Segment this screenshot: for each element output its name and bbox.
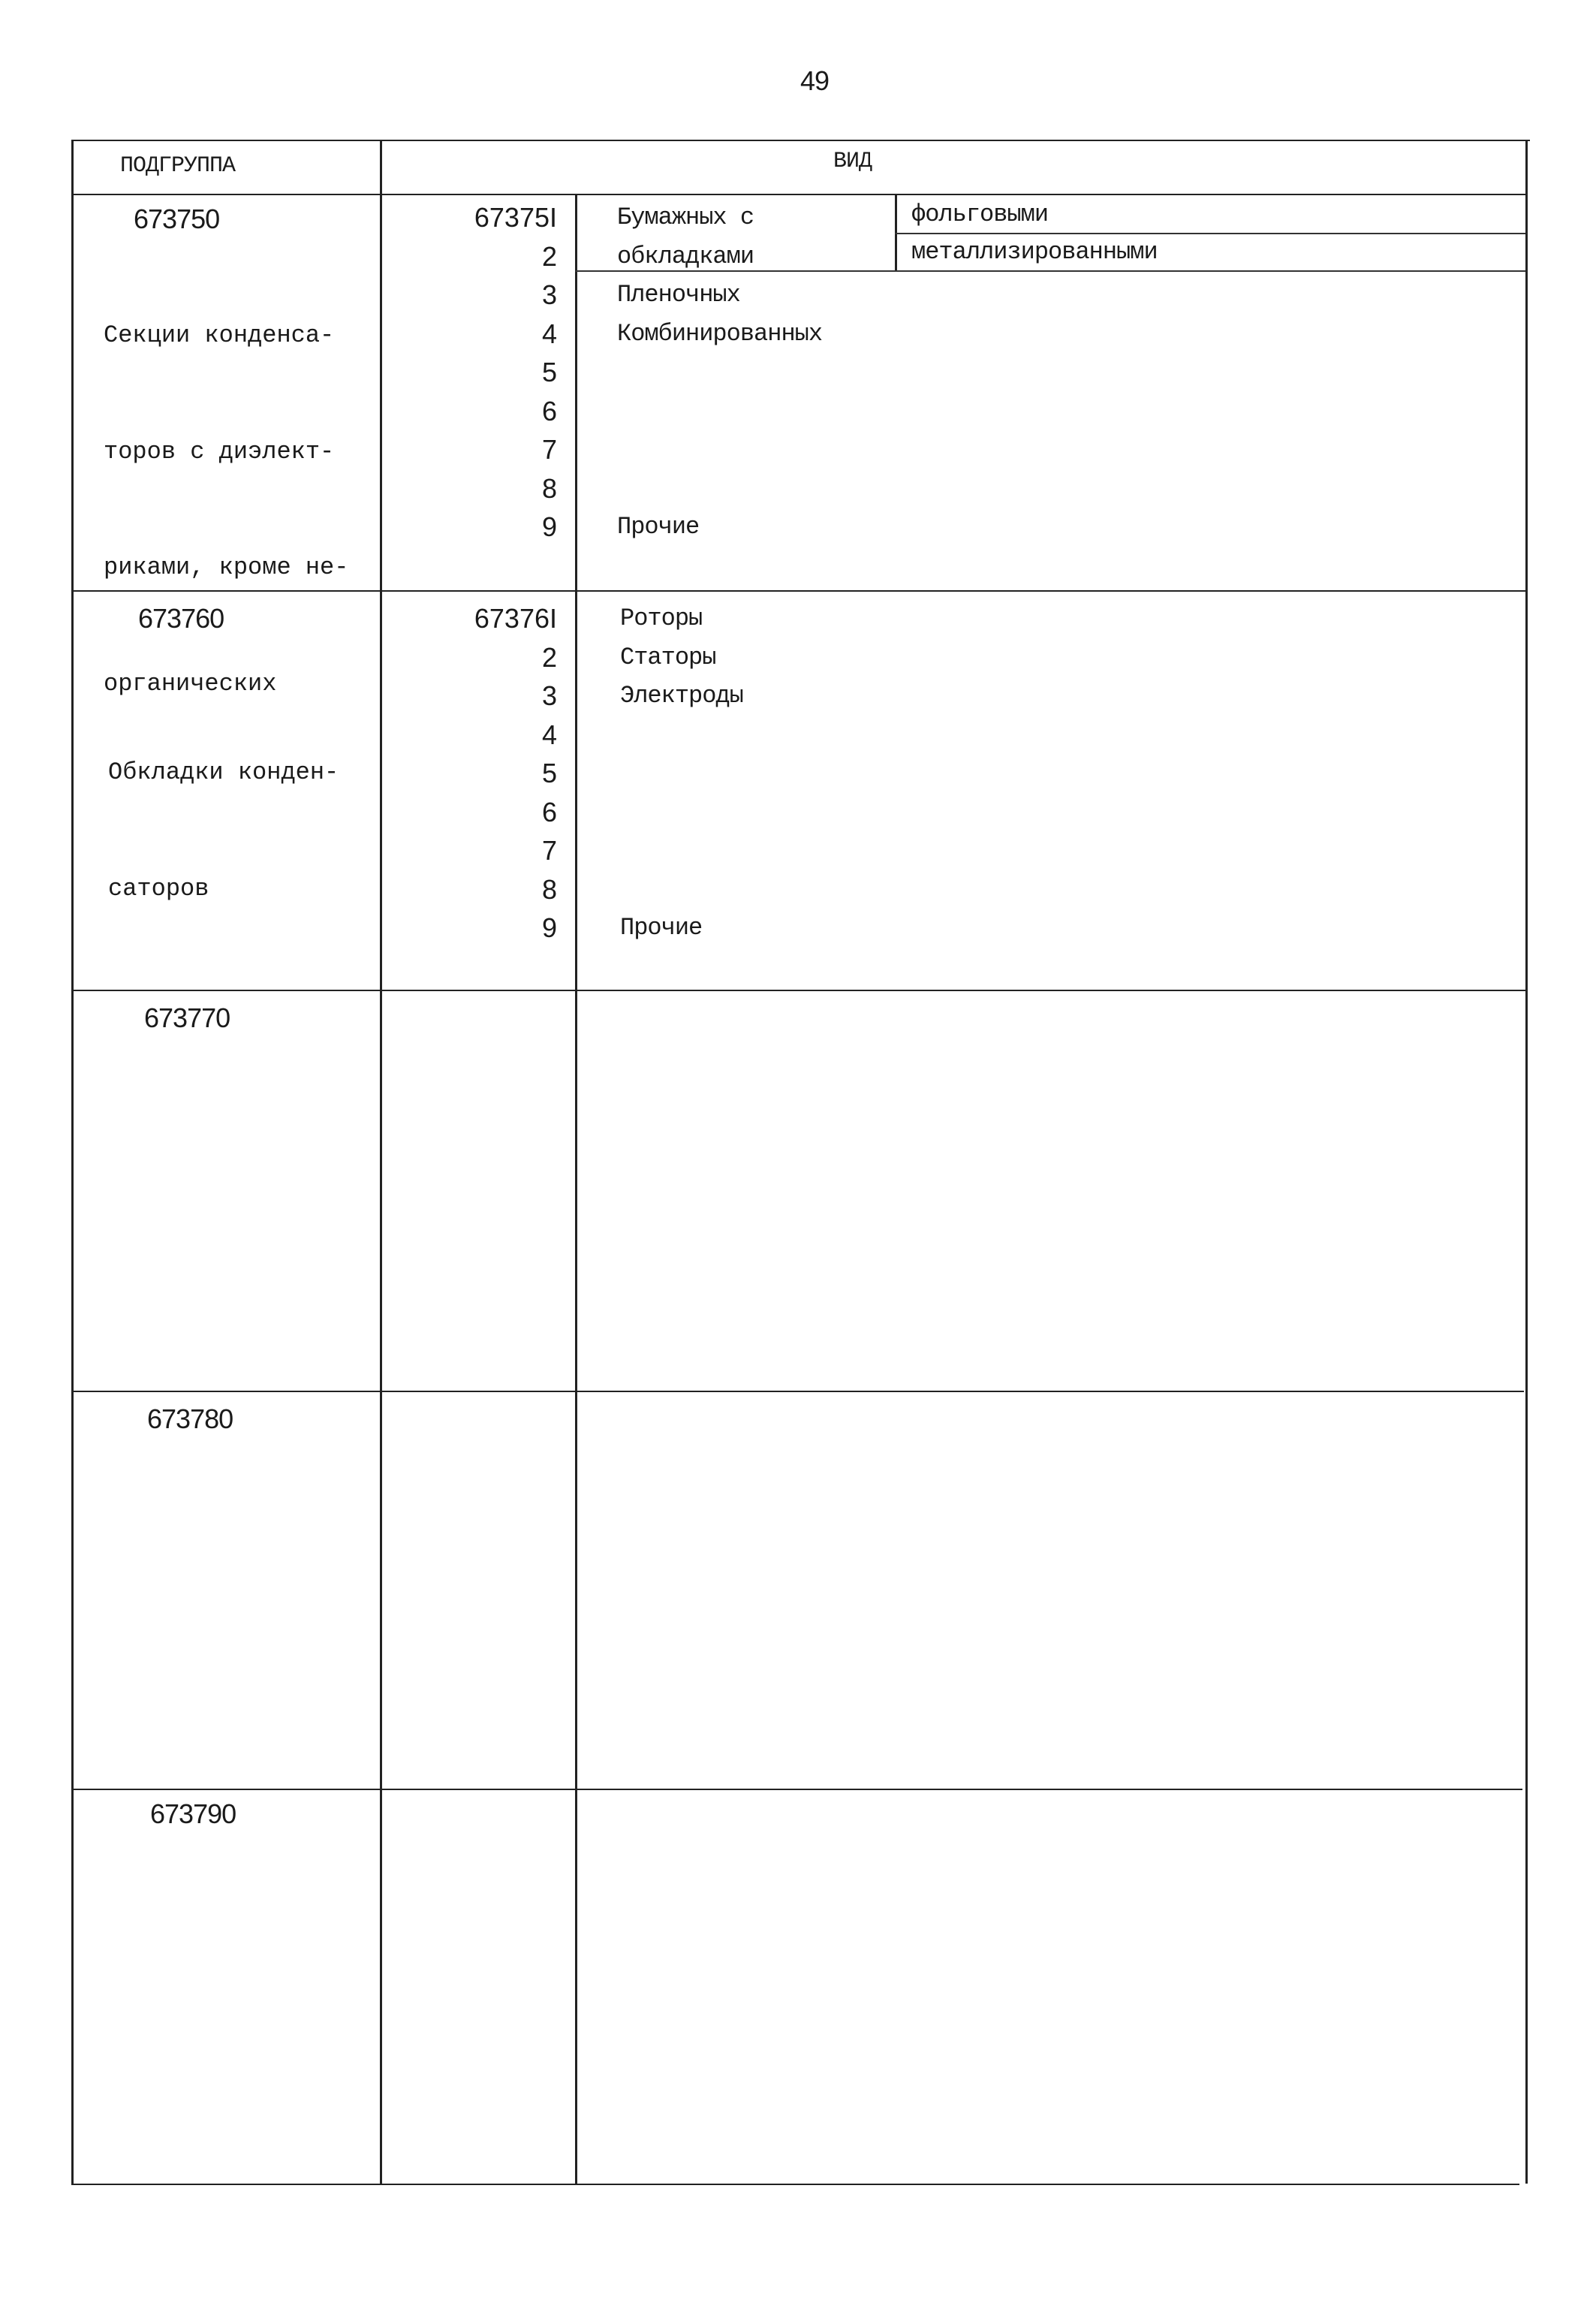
description-line: саторов	[108, 874, 209, 903]
kind-code: 6	[541, 796, 557, 827]
kind-item	[617, 392, 822, 431]
kind-code: 3	[541, 279, 557, 310]
subkind-item: металлизированными	[911, 238, 1158, 266]
subgroup-code: 673770	[144, 1002, 230, 1033]
kind-item: Пленочных	[617, 281, 740, 309]
description-line: Секции конденса-	[104, 321, 335, 349]
subgroup-code: 673790	[150, 1798, 236, 1829]
kind-code: 3	[541, 680, 557, 711]
subgroup-description	[108, 676, 339, 947]
kind-code: 67375I	[474, 202, 557, 233]
subgroup-code: 673780	[147, 1403, 233, 1434]
kind-code-list	[437, 599, 557, 948]
kind-item	[620, 716, 743, 755]
kind-code-list	[437, 198, 557, 547]
row-divider-2	[72, 990, 1525, 991]
kind-item	[620, 831, 743, 870]
kind-code: 4	[541, 719, 557, 750]
kind-code: 5	[541, 357, 557, 387]
table-bottom-border	[72, 2184, 1519, 2185]
kind-item: Статоры	[620, 643, 716, 671]
kind-code: 9	[541, 912, 557, 943]
kind-item: Прочие	[617, 513, 700, 541]
kind-item	[620, 793, 743, 832]
row-divider-4	[72, 1789, 1522, 1790]
table-top-border	[72, 140, 1530, 141]
kind-item: обкладками	[617, 242, 754, 270]
kind-code: 7	[541, 835, 557, 866]
kind-item: Прочие	[620, 914, 703, 942]
description-line: торов с диэлект-	[104, 437, 335, 466]
description-line: Обкладки конден-	[108, 758, 339, 786]
kind-item	[617, 469, 822, 508]
subgroup-header: ПОДГРУППА	[120, 153, 236, 179]
table-right-border	[1525, 140, 1528, 2184]
subkind-item: фольговыми	[911, 200, 1049, 228]
kind-list	[617, 198, 822, 547]
kind-item	[620, 754, 743, 793]
kind-list	[620, 599, 743, 948]
kind-code: 8	[541, 873, 557, 905]
kind-code: 4	[541, 318, 557, 349]
subkind-line-1	[895, 233, 1525, 234]
kind-item: Бумажных с	[617, 203, 754, 231]
kind-item	[620, 870, 743, 909]
page-number: 49	[800, 65, 830, 96]
kind-item	[617, 353, 822, 392]
description-line: риками, кроме не-	[104, 553, 349, 581]
subgroup-column-border	[380, 140, 382, 2185]
kind-code: 67376I	[474, 603, 557, 634]
kind-code: 9	[541, 511, 557, 542]
kind-item	[617, 430, 822, 469]
row-divider-3	[72, 1391, 1524, 1392]
kind-item: Роторы	[620, 604, 703, 632]
kind-item: Электроды	[620, 682, 743, 710]
subgroup-code: 673750	[134, 203, 220, 234]
table-left-border	[71, 140, 74, 2185]
subgroup-description	[104, 239, 348, 742]
kind-item: Комбинированных	[617, 319, 823, 348]
kind-header: ВИД	[833, 149, 872, 174]
kind-code: 8	[541, 472, 557, 504]
kind-code: 5	[541, 758, 557, 788]
code-column-border	[575, 194, 577, 2185]
kind-code: 6	[541, 395, 557, 427]
subgroup-code: 673760	[138, 603, 224, 634]
kind-code: 2	[541, 240, 557, 272]
kind-code: 2	[541, 641, 557, 673]
description-line: органических	[104, 669, 277, 698]
kind-code: 7	[541, 434, 557, 465]
header-bottom-border	[72, 194, 1527, 195]
